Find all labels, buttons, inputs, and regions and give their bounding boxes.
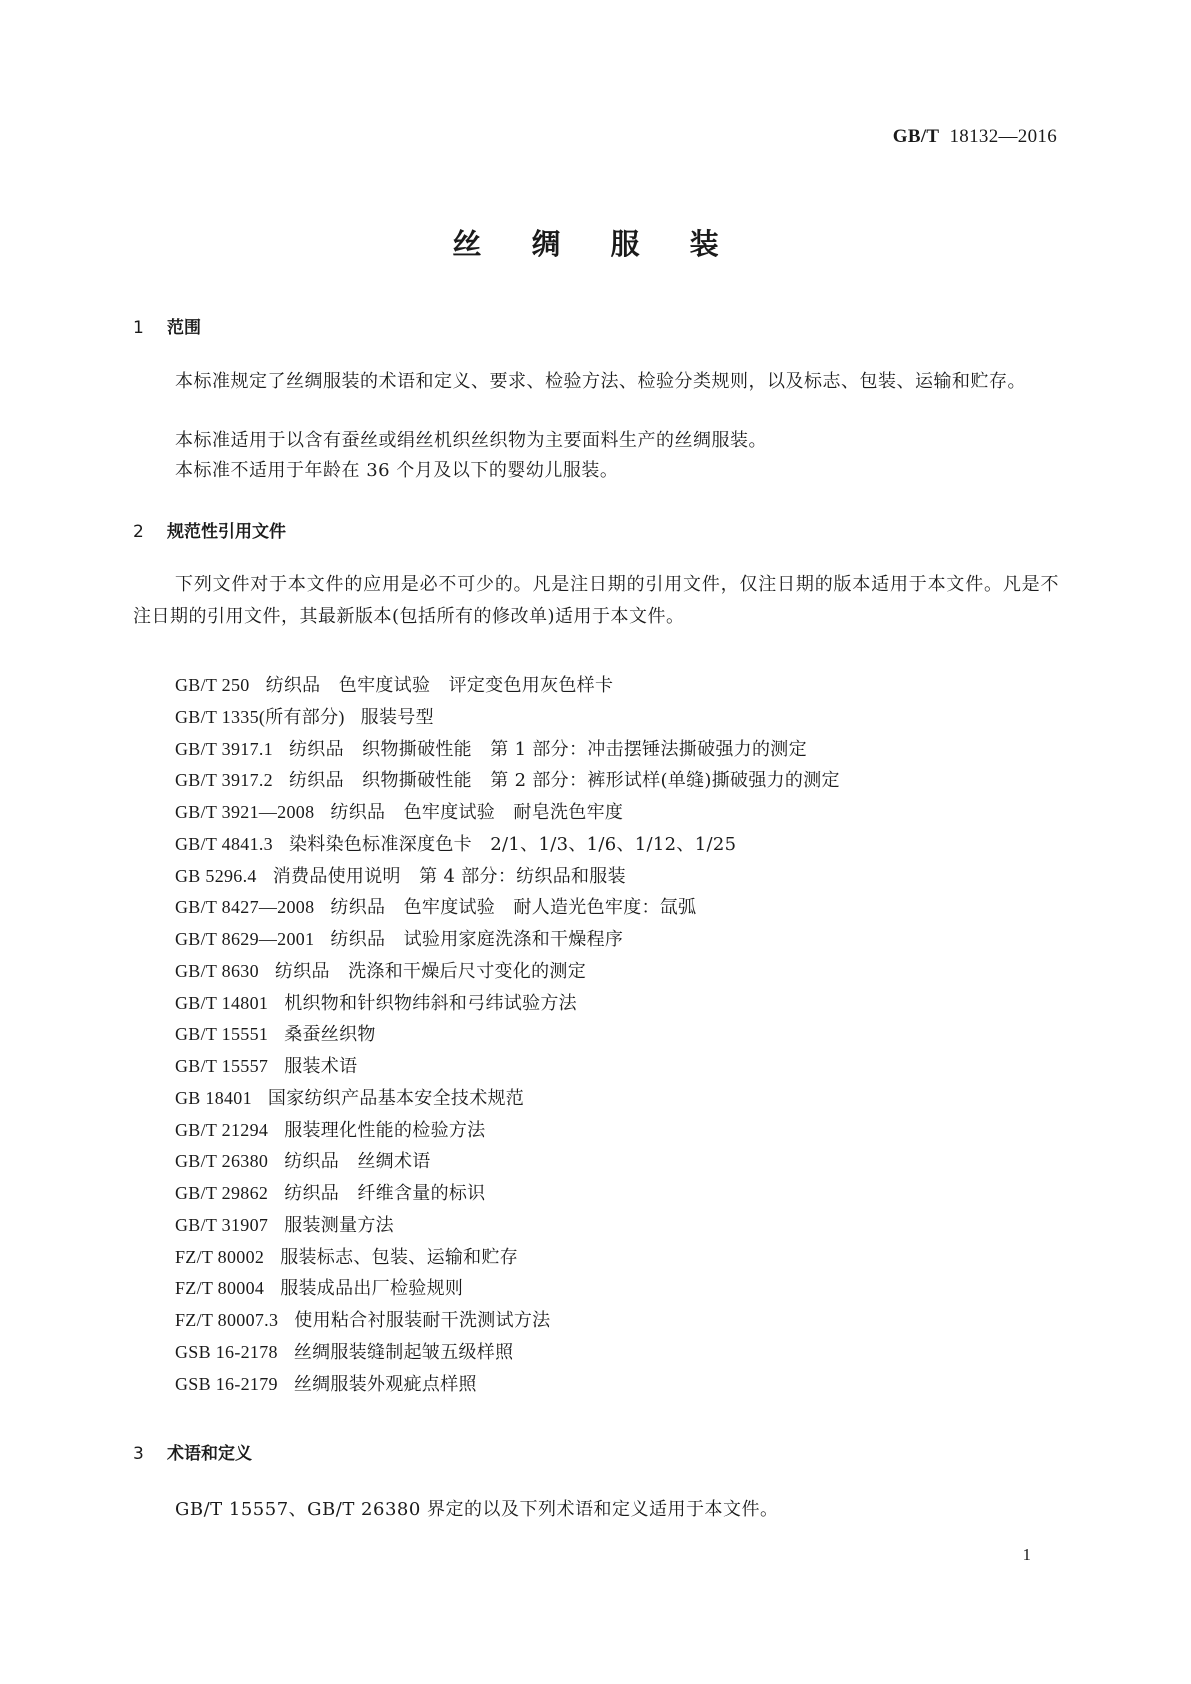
reference-item: [175, 924, 840, 956]
reference-code: GB 18401: [175, 1087, 252, 1108]
reference-item: [175, 956, 840, 988]
reference-code: GB/T 26380: [175, 1151, 269, 1172]
normative-reference-list: [175, 670, 840, 1400]
reference-title: 纺织品 丝绸术语: [284, 1151, 431, 1173]
section-3-heading: [133, 1439, 252, 1464]
reference-item: [175, 861, 840, 893]
reference-title: 纺织品 织物撕破性能 第 1 部分：冲击摆锤法撕破强力的测定: [288, 738, 807, 760]
reference-item: [175, 797, 840, 829]
section-1-paragraph-1: 本标准规定了丝绸服装的术语和定义、要求、检验方法、检验分类规则，以及标志、包装、运输和贮存。: [175, 371, 1026, 392]
section-1-heading: [133, 313, 201, 338]
reference-code: GB 5296.4: [175, 865, 257, 886]
reference-title: 服装号型: [360, 706, 434, 728]
section-title: 规范性引用文件: [167, 522, 286, 542]
reference-code: GB/T 250: [175, 675, 250, 695]
section-2-heading: [133, 517, 286, 542]
reference-title: 纺织品 洗涤和干燥后尺寸变化的测定: [274, 960, 586, 982]
section-1-paragraph-3: 本标准不适用于年龄在 36 个月及以下的婴幼儿服装。: [175, 460, 619, 481]
reference-title: 纺织品 试验用家庭洗涤和干燥程序: [330, 929, 624, 950]
reference-title: 服装术语: [284, 1056, 358, 1077]
standard-prefix: GB/T: [892, 126, 940, 147]
reference-code: FZ/T 80004: [175, 1278, 265, 1299]
reference-item: [175, 1210, 840, 1242]
reference-item: [175, 765, 840, 797]
reference-code: GB/T 1335(所有部分): [175, 706, 345, 727]
section-title: 范围: [167, 318, 201, 338]
reference-code: GB/T 21294: [175, 1119, 269, 1140]
standard-code: [893, 126, 1057, 148]
reference-item: [175, 988, 840, 1020]
page-number: 1: [1022, 1545, 1031, 1564]
reference-title: 桑蚕丝织物: [284, 1024, 376, 1046]
reference-code: GSB 16-2179: [175, 1373, 278, 1394]
reference-title: 纺织品 织物撕破性能 第 2 部分：裤形试样(单缝)撕破强力的测定: [288, 770, 840, 792]
reference-code: GB/T 3921—2008: [175, 802, 315, 822]
reference-code: GB/T 29862: [175, 1183, 269, 1203]
reference-item: [175, 734, 840, 766]
reference-title: 消费品使用说明 第 4 部分：纺织品和服装: [272, 865, 626, 887]
section-title: 术语和定义: [167, 1444, 252, 1464]
reference-title: 使用粘合衬服装耐干洗测试方法: [294, 1310, 551, 1331]
reference-item: [175, 1337, 840, 1369]
reference-code: GB/T 8427—2008: [175, 897, 315, 918]
reference-title: 服装标志、包装、运输和贮存: [280, 1246, 519, 1268]
section-number: 1: [133, 318, 144, 338]
reference-title: 纺织品 色牢度试验 耐皂洗色牢度: [330, 802, 624, 823]
reference-title: 服装理化性能的检验方法: [284, 1119, 486, 1141]
reference-item: [175, 1115, 840, 1147]
reference-item: [175, 670, 840, 702]
reference-item: [175, 1178, 840, 1210]
reference-title: 丝绸服装缝制起皱五级样照: [293, 1341, 514, 1363]
reference-code: GSB 16-2178: [175, 1341, 278, 1362]
reference-title: 丝绸服装外观疵点样照: [293, 1373, 477, 1395]
section-number: 2: [133, 522, 144, 542]
reference-code: GB/T 3917.2: [175, 770, 273, 791]
reference-code: GB/T 4841.3: [175, 833, 273, 854]
reference-title: 国家纺织产品基本安全技术规范: [267, 1087, 525, 1109]
reference-code: GB/T 15557: [175, 1056, 269, 1076]
reference-code: GB/T 8629—2001: [175, 929, 315, 949]
document-title: 丝 绸 服 装: [452, 227, 739, 261]
section-number: 3: [133, 1444, 144, 1464]
reference-code: GB/T 31907: [175, 1214, 269, 1235]
reference-title: 服装成品出厂检验规则: [280, 1278, 464, 1300]
reference-item: [175, 1305, 840, 1337]
section-3-paragraph-1: GB/T 15557、GB/T 26380 界定的以及下列术语和定义适用于本文件。: [175, 1499, 779, 1520]
section-1-paragraph-2: 本标准适用于以含有蚕丝或绢丝机织丝织物为主要面料生产的丝绸服装。: [175, 430, 767, 451]
reference-code: FZ/T 80007.3: [175, 1310, 279, 1330]
reference-title: 纺织品 色牢度试验 耐人造光色牢度：氙弧: [330, 897, 697, 919]
reference-item: [175, 1019, 840, 1051]
reference-item: [175, 1273, 840, 1305]
section-2-paragraph-1: 下列文件对于本文件的应用是必不可少的。凡是注日期的引用文件，仅注日期的版本适用于本文件。凡是不注日期的引用文件，其最新版本(包括所有的修改单)适用于本文件。: [133, 574, 1059, 627]
reference-title: 纺织品 色牢度试验 评定变色用灰色样卡: [265, 675, 614, 696]
reference-item: [175, 829, 840, 861]
standard-number: 18132—2016: [949, 126, 1057, 147]
reference-title: 纺织品 纤维含量的标识: [284, 1183, 486, 1204]
reference-title: 机织物和针织物纬斜和弓纬试验方法: [284, 992, 577, 1014]
reference-code: GB/T 14801: [175, 992, 269, 1013]
reference-item: [175, 1369, 840, 1401]
reference-item: [175, 702, 840, 734]
reference-item: [175, 1083, 840, 1115]
reference-title: 染料染色标准深度色卡 2/1、1/3、1/6、1/12、1/25: [288, 833, 737, 855]
reference-code: GB/T 3917.1: [175, 738, 273, 759]
reference-code: GB/T 15551: [175, 1024, 269, 1045]
reference-code: FZ/T 80002: [175, 1246, 265, 1267]
reference-item: [175, 892, 840, 924]
reference-code: GB/T 8630: [175, 960, 259, 981]
reference-item: [175, 1051, 840, 1083]
reference-title: 服装测量方法: [284, 1214, 394, 1236]
reference-item: [175, 1146, 840, 1178]
reference-item: [175, 1242, 840, 1274]
